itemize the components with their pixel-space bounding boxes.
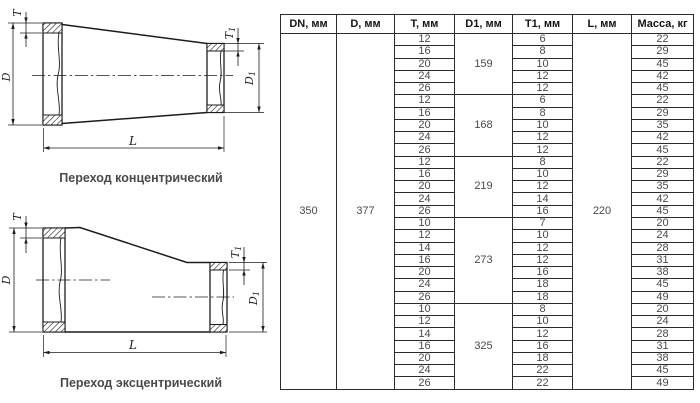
cell-mass: 45 [632, 83, 694, 95]
header-cell-2: T, мм [395, 15, 455, 34]
dim-label-t: T [11, 213, 24, 221]
arrowhead [218, 146, 224, 149]
cell-mass: 29 [632, 168, 694, 180]
dim-label-t: T [11, 9, 24, 17]
dim-label-t1: T1 [223, 26, 237, 40]
cell-t1: 8 [513, 107, 573, 119]
cell-t1: 12 [513, 132, 573, 144]
cell-mass: 28 [632, 242, 694, 254]
cell-mass: 42 [632, 70, 694, 82]
cell-t1: 6 [513, 95, 573, 107]
wall-section-hatch [207, 44, 224, 52]
cell-mass: 45 [632, 365, 694, 377]
header-cell-3: D1, мм [455, 15, 513, 34]
dim-label-l: L [129, 134, 137, 148]
arrowhead [236, 38, 239, 44]
cell-t1: 8 [513, 303, 573, 315]
break-line [219, 51, 221, 105]
arrowhead [236, 51, 239, 57]
cell-mass: 20 [632, 217, 694, 229]
extension-lines [9, 228, 267, 357]
cell-t1: 18 [513, 352, 573, 364]
break-line [57, 33, 59, 115]
cell-mass: 29 [632, 46, 694, 58]
cone-bottom-edge [62, 113, 207, 124]
cell-t1: 12 [513, 144, 573, 156]
cell-d1: 273 [455, 217, 513, 303]
cell-t1: 8 [513, 156, 573, 168]
cell-t1: 6 [513, 34, 573, 46]
cell-mass: 22 [632, 156, 694, 168]
cell-l: 220 [573, 34, 632, 390]
cell-mass: 20 [632, 303, 694, 315]
cell-mass: 45 [632, 144, 694, 156]
cell-mass: 45 [632, 205, 694, 217]
cell-mass: 49 [632, 291, 694, 303]
cone-top-edge [62, 25, 207, 44]
cell-t: 26 [395, 291, 455, 303]
arrowhead [11, 119, 14, 125]
cell-mass: 29 [632, 107, 694, 119]
cell-mass: 35 [632, 181, 694, 193]
wall-section-hatch [43, 115, 62, 125]
arrowhead [242, 257, 245, 263]
cell-t: 16 [395, 340, 455, 352]
cell-mass: 31 [632, 254, 694, 266]
concentric-reducer-drawing [0, 0, 278, 200]
cell-t1: 14 [513, 193, 573, 205]
dim-label-t1: T1 [229, 245, 243, 259]
arrowhead [12, 326, 15, 332]
cell-t1: 8 [513, 46, 573, 58]
cell-t1: 12 [513, 70, 573, 82]
table-row [281, 34, 694, 46]
dim-label-l: L [129, 338, 137, 352]
cell-t1: 12 [513, 328, 573, 340]
cell-t1: 10 [513, 168, 573, 180]
cell-t1: 18 [513, 291, 573, 303]
cell-t: 12 [395, 156, 455, 168]
cell-t: 14 [395, 242, 455, 254]
wall-section-hatch [210, 325, 227, 333]
cell-t: 24 [395, 132, 455, 144]
spec-table-container [280, 14, 693, 390]
cell-t1: 10 [513, 230, 573, 242]
header-cell-1: D, мм [337, 15, 395, 34]
cell-t: 20 [395, 58, 455, 70]
cell-t: 26 [395, 377, 455, 390]
cell-d1: 159 [455, 34, 513, 95]
dim-label-d1: D1 [243, 71, 257, 85]
cell-mass: 38 [632, 267, 694, 279]
cell-t1: 12 [513, 242, 573, 254]
cell-mass: 35 [632, 119, 694, 131]
arrowhead [261, 326, 264, 332]
cell-t: 20 [395, 352, 455, 364]
cell-mass: 42 [632, 132, 694, 144]
cell-t1: 12 [513, 181, 573, 193]
cell-t: 12 [395, 230, 455, 242]
arrowhead [24, 33, 27, 39]
cell-t: 24 [395, 365, 455, 377]
cell-mass: 49 [632, 377, 694, 390]
cell-t: 12 [395, 95, 455, 107]
arrowhead [257, 44, 260, 50]
cell-t: 12 [395, 316, 455, 328]
cell-mass: 22 [632, 95, 694, 107]
arrowhead [44, 146, 50, 149]
cell-t: 26 [395, 205, 455, 217]
cell-d1: 219 [455, 156, 513, 217]
header-cell-4: T1, мм [513, 15, 573, 34]
cell-t: 16 [395, 254, 455, 266]
wall-section-hatch [43, 228, 65, 238]
cell-t: 20 [395, 119, 455, 131]
dim-label-d: D [0, 275, 13, 285]
cell-t1: 12 [513, 254, 573, 266]
dim-label-d: D [0, 72, 13, 82]
cell-mass: 31 [632, 340, 694, 352]
cell-t1: 22 [513, 365, 573, 377]
wall-section-hatch [207, 105, 224, 113]
cell-t1: 7 [513, 217, 573, 229]
cell-t1: 10 [513, 58, 573, 70]
header-cell-6: Масса, кг [632, 15, 694, 34]
cell-t1: 10 [513, 119, 573, 131]
cell-t1: 16 [513, 267, 573, 279]
arrowhead [44, 351, 50, 354]
cell-mass: 22 [632, 34, 694, 46]
cell-t: 20 [395, 267, 455, 279]
arrowhead [24, 18, 27, 24]
cell-t: 10 [395, 217, 455, 229]
eccentric-caption: Переход эксцентрический [59, 376, 223, 390]
arrowhead [257, 107, 260, 113]
cell-t1: 16 [513, 340, 573, 352]
cell-t: 16 [395, 107, 455, 119]
spec-table [280, 14, 694, 390]
cell-t: 24 [395, 279, 455, 291]
cell-t: 16 [395, 46, 455, 58]
slope-top-edge [65, 228, 210, 263]
arrowhead [24, 223, 27, 229]
eccentric-reducer-drawing [0, 200, 278, 403]
cell-t: 12 [395, 34, 455, 46]
cell-mass: 42 [632, 193, 694, 205]
header-cell-0: DN, мм [281, 15, 337, 34]
cell-t: 20 [395, 181, 455, 193]
wall-section-hatch [210, 263, 227, 271]
cell-t: 26 [395, 144, 455, 156]
cell-t1: 10 [513, 316, 573, 328]
dim-label-d1: D1 [247, 291, 261, 305]
cell-mass: 38 [632, 352, 694, 364]
arrowhead [261, 263, 264, 269]
cell-t: 16 [395, 168, 455, 180]
cell-d1: 325 [455, 303, 513, 389]
header-cell-5: L, мм [573, 15, 632, 34]
cell-t: 24 [395, 193, 455, 205]
cell-d1: 168 [455, 95, 513, 156]
cell-mass: 24 [632, 316, 694, 328]
cell-t1: 18 [513, 279, 573, 291]
arrowhead [12, 228, 15, 234]
cell-t1: 12 [513, 83, 573, 95]
arrowhead [11, 23, 14, 29]
wall-section-hatch [43, 23, 62, 33]
cell-t1: 22 [513, 377, 573, 390]
cell-t: 10 [395, 303, 455, 315]
arrowhead [24, 238, 27, 244]
extension-lines [8, 23, 264, 152]
cell-t1: 16 [513, 205, 573, 217]
arrowhead [220, 351, 226, 354]
cell-mass: 45 [632, 279, 694, 291]
cell-t: 14 [395, 328, 455, 340]
cell-t: 24 [395, 70, 455, 82]
cell-mass: 28 [632, 328, 694, 340]
cell-mass: 45 [632, 58, 694, 70]
cell-mass: 24 [632, 230, 694, 242]
table-header-row [281, 15, 694, 34]
arrowhead [242, 270, 245, 276]
wall-section-hatch [43, 322, 65, 332]
concentric-caption: Переход концентрический [59, 171, 223, 185]
cell-t: 26 [395, 83, 455, 95]
cell-dn: 350 [281, 34, 337, 390]
cell-d: 377 [337, 34, 395, 390]
